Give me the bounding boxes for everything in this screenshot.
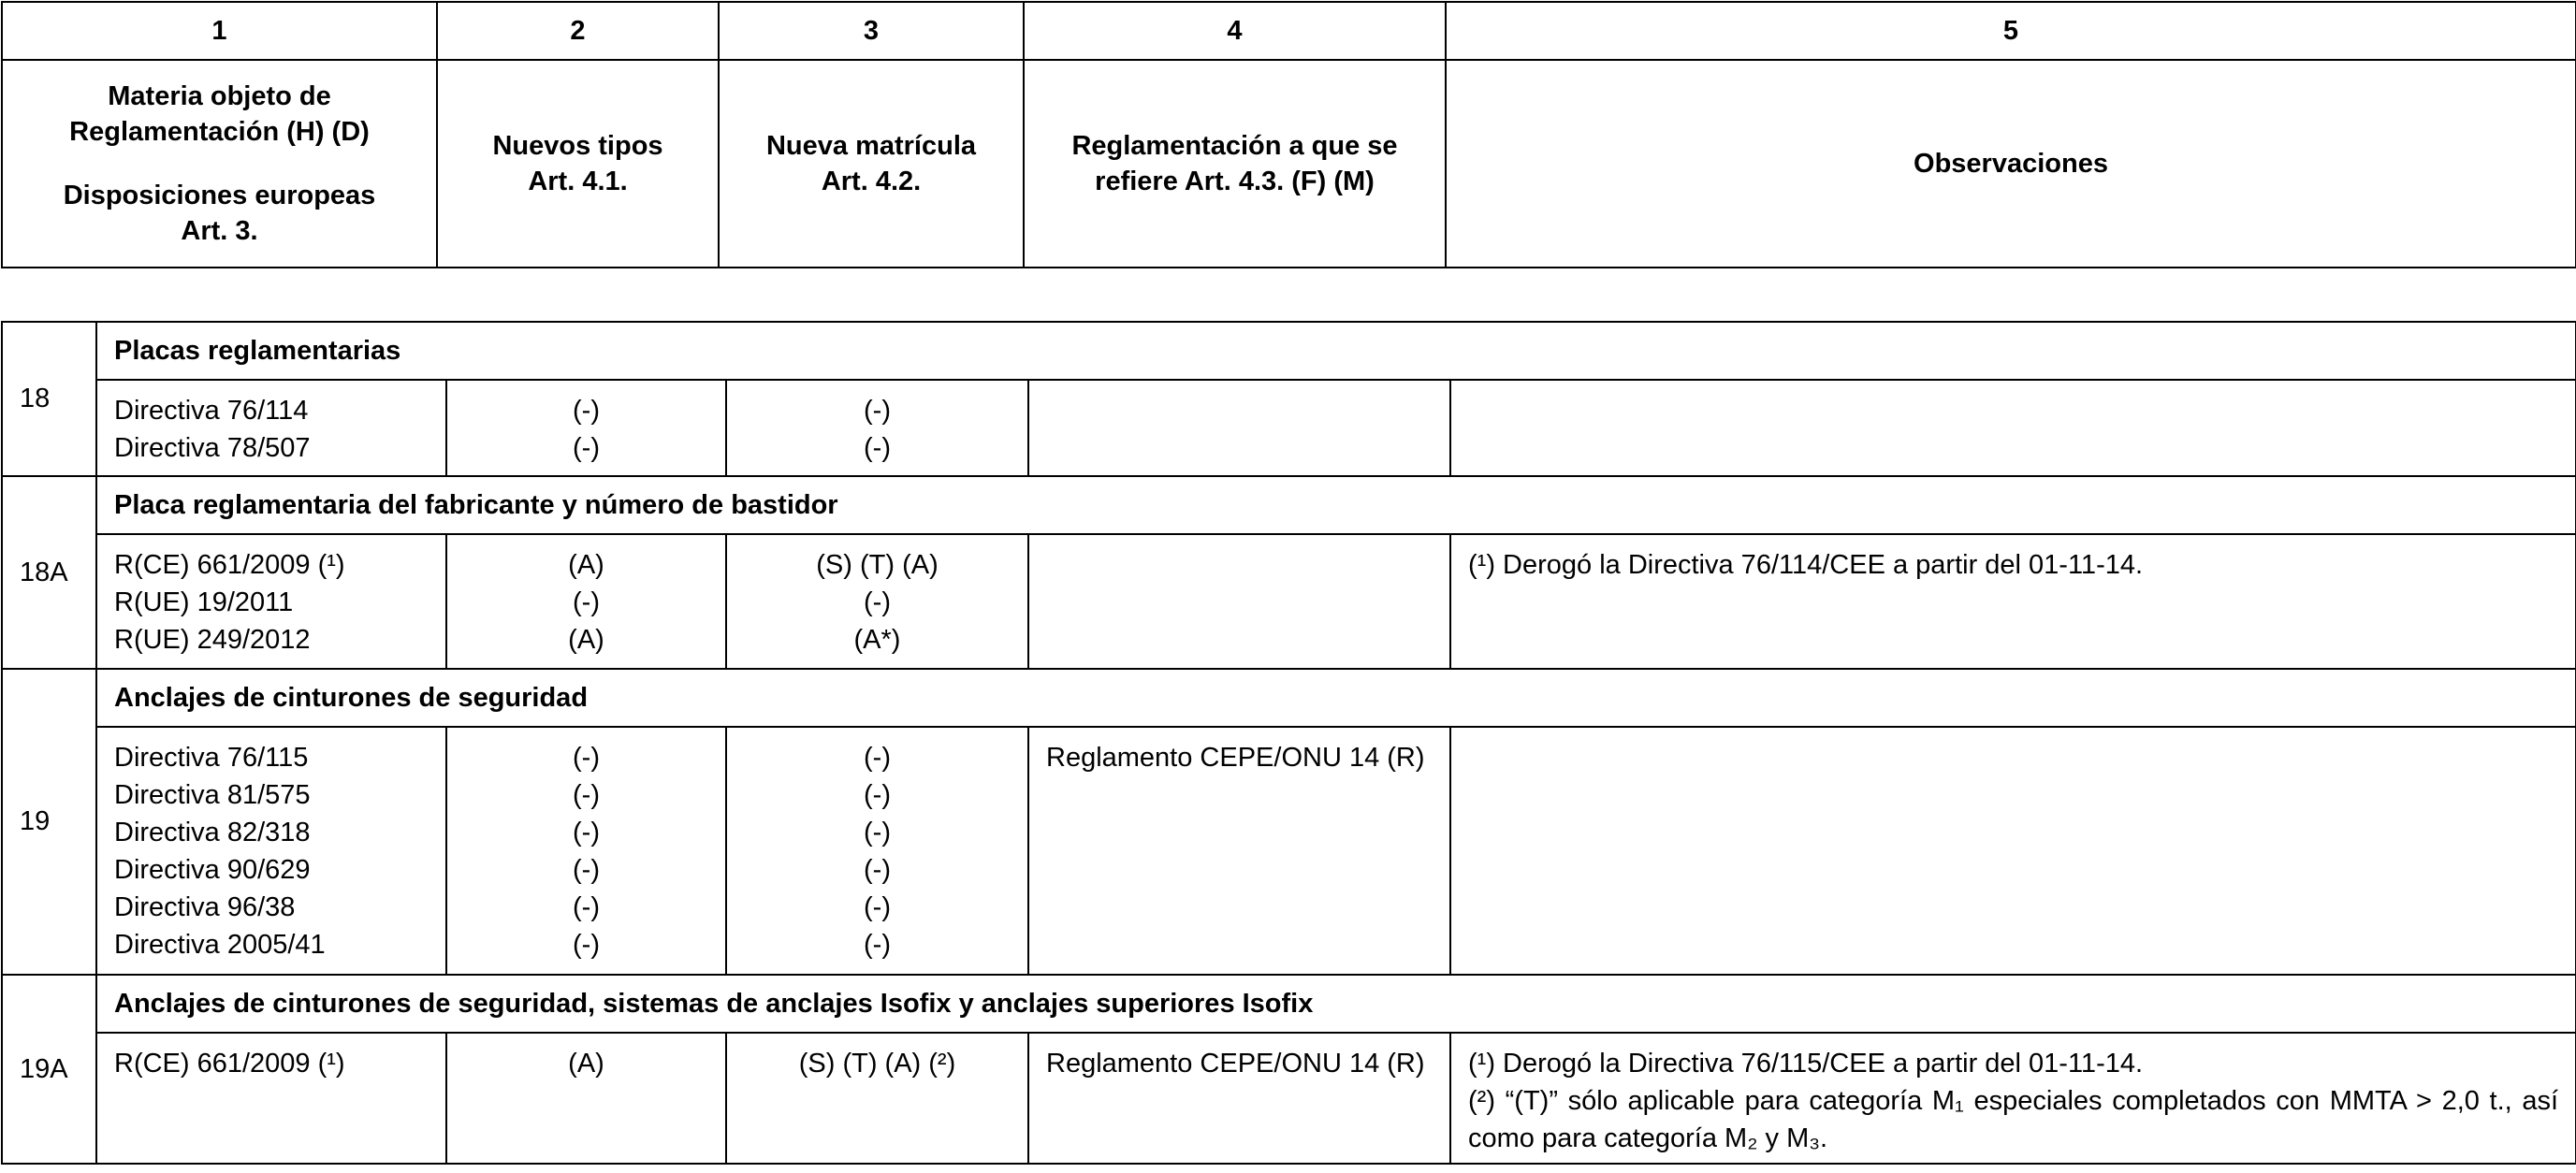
new-registration-cell [726,534,1028,669]
header-table [1,1,2576,268]
section-title-row [2,322,2576,380]
provisions-cell [96,727,446,975]
provision: Directiva 96/38 [114,892,296,922]
section-title: Anclajes de cinturones de seguridad [96,669,2576,727]
column-number: 3 [719,2,1024,60]
value: (-) [864,892,891,922]
section-title: Placas reglamentarias [96,322,2576,380]
section-title: Anclajes de cinturones de seguridad, sistemas de anclajes Isofix y anclajes superiores Isofix [96,975,2576,1033]
observation: (²) “(T)” sólo aplicable para categoría M₁ especiales completados con MMTA > 2,0 t., así como para categoría M₂ y M₃. [1468,1086,2559,1153]
column-label-row [2,60,2576,268]
provision: Directiva 82/318 [114,818,311,847]
section-content-row [2,727,2576,975]
value: (-) [864,780,891,810]
new-registration-cell [726,380,1028,476]
value: (-) [573,780,600,810]
value: (-) [573,396,600,426]
section-code: 18A [2,476,96,669]
regulation-reference: Reglamento CEPE/ONU 14 (R) [1046,1049,1425,1079]
value: (-) [573,587,600,617]
section-code: 19 [2,669,96,975]
value: (-) [573,930,600,960]
value: (-) [864,930,891,960]
regulation-table [1,321,2576,1165]
provision: Directiva 90/629 [114,855,311,885]
provision: Directiva 76/114 [114,396,309,426]
header-new-types [437,60,719,268]
value: (A*) [853,625,901,655]
section-title: Placa reglamentaria del fabricante y número de bastidor [96,476,2576,534]
value: (A) [568,625,604,655]
regulation-cell [1028,380,1450,476]
section-content-row [2,1033,2576,1164]
header-text: Disposiciones europeas [63,181,376,210]
observations-cell [1450,727,2576,975]
provision: R(UE) 19/2011 [114,587,294,617]
provision: Directiva 2005/41 [114,930,326,960]
new-types-cell [446,380,726,476]
value: (S) (T) (A) [816,550,939,580]
column-number: 5 [1446,2,2576,60]
section-content-row [2,534,2576,669]
section-title-row [2,476,2576,534]
value: (-) [573,818,600,847]
header-text: Reglamentación (H) (D) [69,117,370,147]
observation: (¹) Derogó la Directiva 76/115/CEE a partir del 01-11-14. [1468,1049,2144,1079]
value: (-) [864,396,891,426]
provision: Directiva 76/115 [114,743,309,773]
regulation-reference: Reglamento CEPE/ONU 14 (R) [1046,743,1425,773]
provisions-cell [96,534,446,669]
new-registration-cell [726,1033,1028,1164]
column-number: 2 [437,2,719,60]
provisions-cell [96,1033,446,1164]
header-text: Materia objeto de [108,81,331,111]
observations-cell [1450,1033,2576,1164]
provision: R(CE) 661/2009 (¹) [114,1049,345,1079]
new-types-cell [446,534,726,669]
header-text: Art. 3. [181,216,258,246]
header-text: Reglamentación a que se [1071,131,1398,161]
new-registration-cell [726,727,1028,975]
column-number: 4 [1024,2,1446,60]
new-types-cell [446,1033,726,1164]
new-types-cell [446,727,726,975]
observations-cell [1450,380,2576,476]
value: (-) [573,892,600,922]
header-subject-matter [2,60,437,268]
value: (-) [864,818,891,847]
column-number: 1 [2,2,437,60]
header-new-registration [719,60,1024,268]
value: (-) [573,433,600,463]
column-number-row [2,2,2576,60]
header-text: Art. 4.2. [821,167,922,196]
header-regulation [1024,60,1446,268]
value: (A) [568,550,604,580]
observation: (¹) Derogó la Directiva 76/114/CEE a partir del 01-11-14. [1468,550,2144,580]
section-content-row [2,380,2576,476]
value: (-) [864,587,891,617]
header-text: Nuevos tipos [492,131,663,161]
provision: Directiva 81/575 [114,780,311,810]
value: (-) [864,743,891,773]
section-code: 19A [2,975,96,1164]
provision: Directiva 78/507 [114,433,311,463]
value: (-) [864,433,891,463]
value: (-) [573,743,600,773]
value: (-) [573,855,600,885]
observations-cell [1450,534,2576,669]
regulation-cell [1028,534,1450,669]
section-title-row [2,975,2576,1033]
regulation-cell [1028,1033,1450,1164]
header-observations: Observaciones [1446,60,2576,268]
provision: R(UE) 249/2012 [114,625,311,655]
section-title-row [2,669,2576,727]
section-code: 18 [2,322,96,476]
regulation-cell [1028,727,1450,975]
value: (A) [568,1049,604,1079]
header-text: Nueva matrícula [765,131,977,161]
header-text: Art. 4.1. [528,167,628,196]
header-text: refiere Art. 4.3. (F) (M) [1095,167,1375,196]
provisions-cell [96,380,446,476]
provision: R(CE) 661/2009 (¹) [114,550,345,580]
value: (-) [864,855,891,885]
value: (S) (T) (A) (²) [798,1049,956,1079]
